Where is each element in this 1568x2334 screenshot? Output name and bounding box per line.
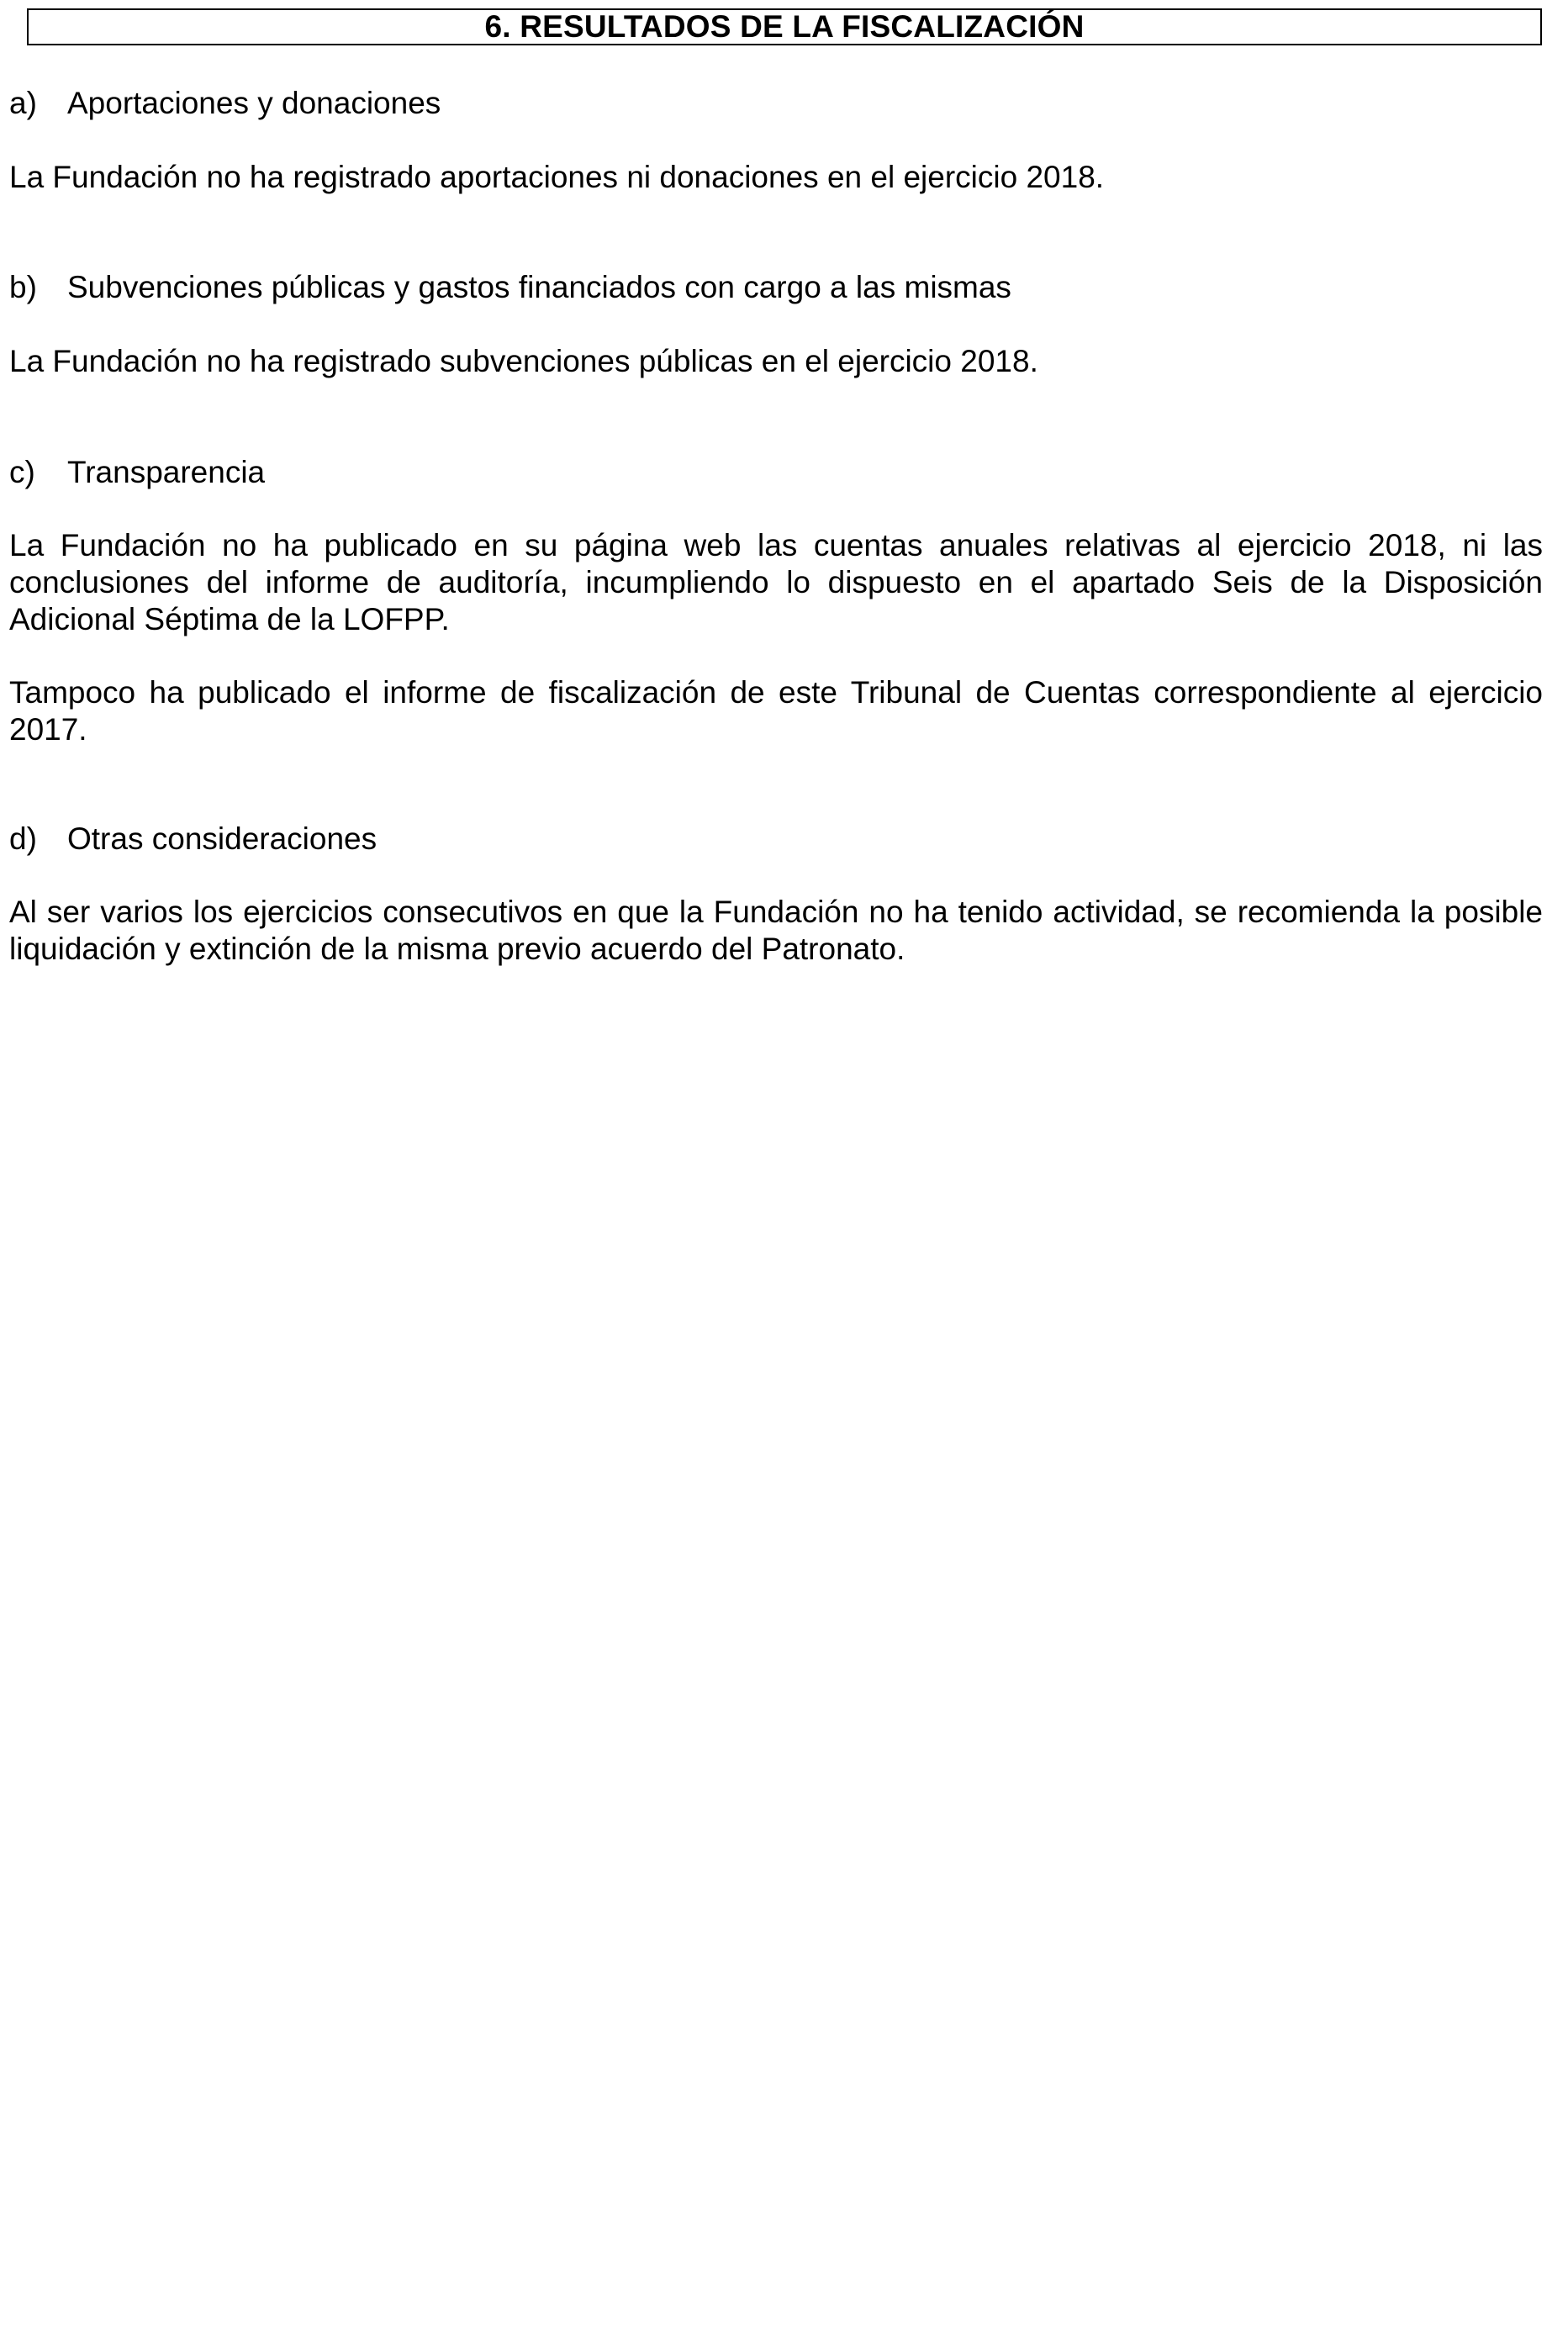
subsection-c-heading (9, 454, 1543, 491)
subsection-letter: b) (9, 270, 37, 304)
subsection-letter: a) (9, 86, 37, 120)
subsection-a-heading (9, 85, 1543, 122)
subsection-title: Aportaciones y donaciones (67, 86, 441, 120)
subsection-c-body-1 (9, 527, 1543, 638)
paragraph: Al ser varios los ejercicios consecutivos en que la Fundación no ha tenido actividad, se recomienda la posible liquidación y extinción de la misma previo acuerdo del Patronato. (9, 895, 1543, 966)
subsection-d-body (9, 894, 1543, 968)
section-title: 6. RESULTADOS DE LA FISCALIZACIÓN (484, 9, 1085, 44)
subsection-title: Otras consideraciones (67, 821, 377, 856)
subsection-title: Transparencia (67, 455, 266, 489)
section-heading-box (27, 8, 1542, 45)
subsection-b-body (9, 343, 1543, 380)
paragraph: Tampoco ha publicado el informe de fiscalización de este Tribunal de Cuentas correspondiente al ejercicio 2017. (9, 675, 1543, 747)
paragraph: La Fundación no ha registrado aportaciones ni donaciones en el ejercicio 2018. (9, 160, 1105, 194)
subsection-letter: d) (9, 821, 37, 856)
paragraph: La Fundación no ha publicado en su página web las cuentas anuales relativas al ejercicio 2018, ni las conclusiones del informe de auditoría, incumpliendo lo dispuesto en el apartado Seis de la Disposición Adicional Séptima de la LOFPP. (9, 528, 1543, 636)
paragraph: La Fundación no ha registrado subvenciones públicas en el ejercicio 2018. (9, 344, 1038, 378)
subsection-b-heading (9, 269, 1543, 306)
subsection-a-body (9, 159, 1543, 196)
subsection-c-body-2 (9, 674, 1543, 748)
subsection-title: Subvenciones públicas y gastos financiados con cargo a las mismas (67, 270, 1011, 304)
subsection-letter: c) (9, 455, 35, 489)
subsection-d-heading (9, 821, 1543, 858)
